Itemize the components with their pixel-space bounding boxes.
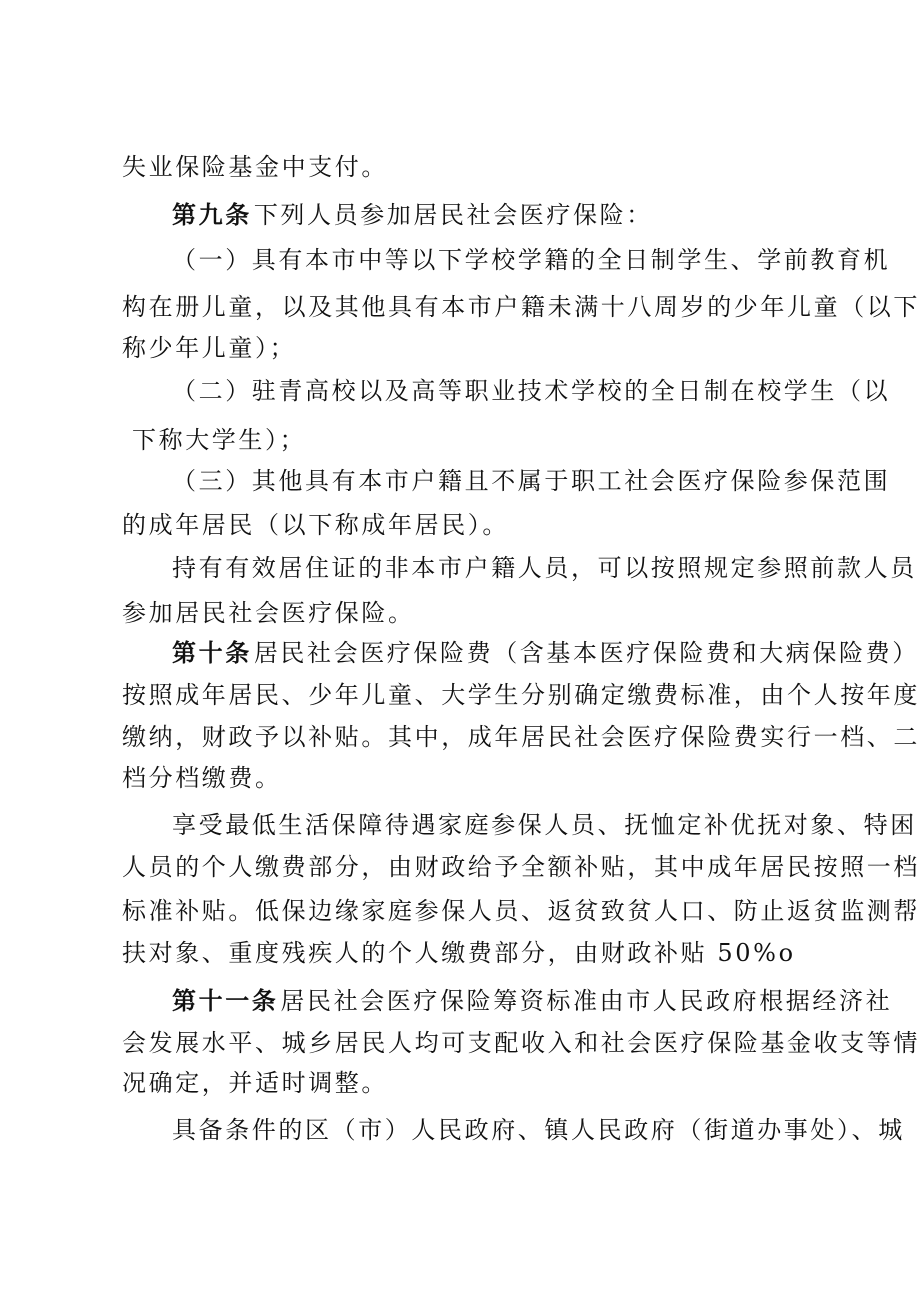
line-text: 享受最低生活保障待遇家庭参保人员、抚恤定补优抚对象、特困 [172,811,917,839]
text-line [172,245,890,275]
text-line [122,722,920,752]
text-line [122,152,388,182]
text-line [122,938,796,968]
line-text: 称少年儿童）； [122,334,297,362]
line-text: （一）具有本市中等以下学校学籍的全日制学生、学前教育机 [172,246,891,274]
line-text: 构在册儿童，以及其他具有本市户籍未满十八周岁的少年儿童（以下 [122,293,920,321]
text-line [122,680,920,710]
line-text: 下列人员参加居民社会医疗保险： [253,201,653,229]
article-number: 第十条 [172,638,252,667]
text-line [122,333,296,363]
text-line [172,810,917,840]
text-line [132,425,306,455]
text-line [172,1115,905,1145]
line-text: 失业保险基金中支付。 [122,153,388,181]
line-text: 居民社会医疗保险费（含基本医疗保险费和大病保险费） [253,639,919,667]
article-heading-line [172,638,919,668]
line-text: 缴纳，财政予以补贴。其中，成年居民社会医疗保险费实行一档、二 [122,723,920,751]
line-text: 况确定，并适时调整。 [122,1069,388,1097]
line-text: 下称大学生）； [132,426,307,454]
text-line [122,510,509,540]
text-line [122,896,920,926]
text-line [172,376,890,406]
text-line [122,292,920,322]
text-line [172,553,917,583]
line-text: （二）驻青高校以及高等职业技术学校的全日制在校学生（以 [172,377,891,405]
line-text: 按照成年居民、少年儿童、大学生分别确定缴费标准，由个人按年度 [122,681,920,709]
text-line [122,1068,388,1098]
article-number: 第九条 [172,200,252,229]
line-text: （三）其他具有本市户籍且不属于职工社会医疗保险参保范围 [172,467,891,495]
article-heading-line [172,200,653,230]
line-text: 参加居民社会医疗保险。 [122,599,415,627]
text-line [122,1028,920,1058]
line-text: 会发展水平、城乡居民人均可支配收入和社会医疗保险基金收支等情 [122,1029,920,1057]
article-number: 第十一条 [172,986,279,1015]
line-text: 档分档缴费。 [122,764,282,792]
line-text: 扶对象、重度残疾人的个人缴费部分，由财政补贴 50%o [122,939,796,967]
line-text: 标准补贴。低保边缘家庭参保人员、返贫致贫人口、防止返贫监测帮 [122,897,920,925]
text-line [122,598,415,628]
text-line [122,852,920,882]
line-text: 居民社会医疗保险筹资标准由市人民政府根据经济社 [280,987,893,1015]
text-line [172,466,890,496]
text-line [122,763,282,793]
line-text: 人员的个人缴费部分，由财政给予全额补贴，其中成年居民按照一档 [122,853,920,881]
article-heading-line [172,986,892,1016]
line-text: 具备条件的区（市）人民政府、镇人民政府（街道办事处）、城 [172,1116,905,1144]
line-text: 持有有效居住证的非本市户籍人员，可以按照规定参照前款人员 [172,554,917,582]
line-text: 的成年居民（以下称成年居民）。 [122,511,509,539]
